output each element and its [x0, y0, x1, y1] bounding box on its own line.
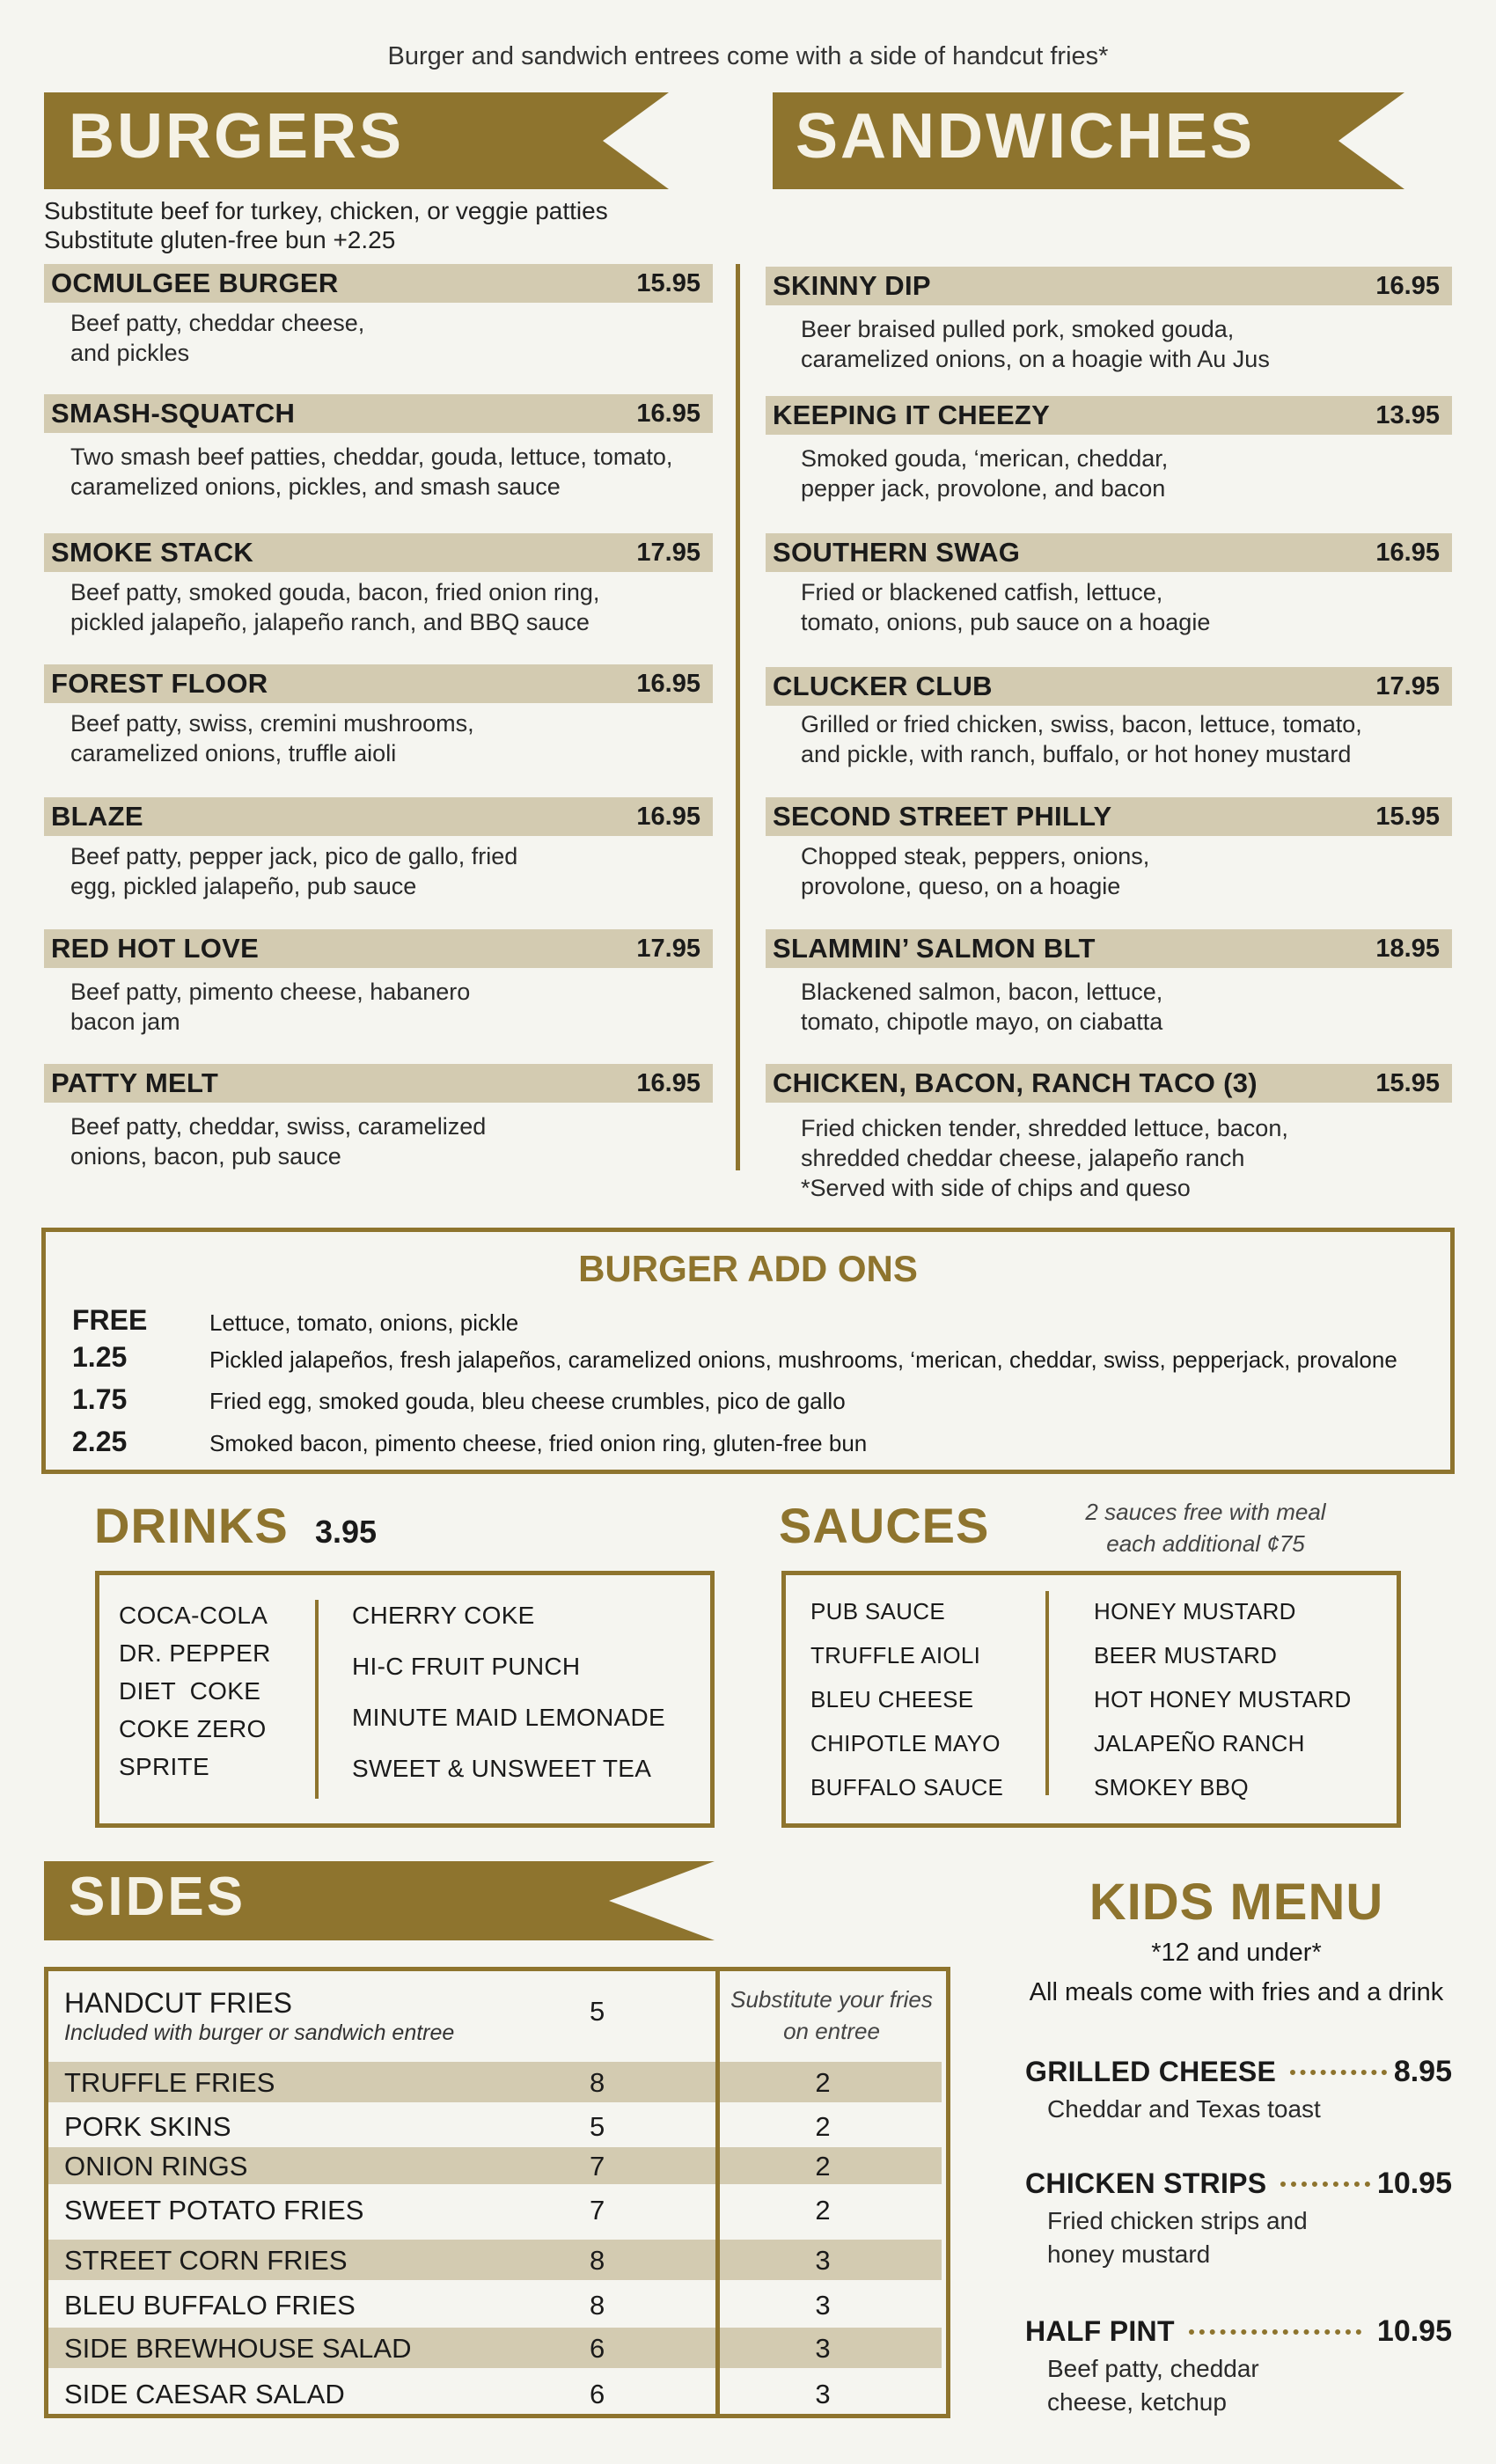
item-bar — [44, 1064, 713, 1103]
side-sub-price: 3 — [815, 2245, 831, 2276]
item-price: 16.95 — [636, 669, 700, 698]
drink-item: DIET COKE — [119, 1677, 261, 1705]
sauces-title: SAUCES — [779, 1498, 990, 1553]
addon-price: 1.75 — [72, 1383, 128, 1415]
entree-side-note: Burger and sandwich entrees come with a side of handcut fries* — [387, 42, 1109, 70]
item-bar — [766, 267, 1452, 305]
drinks-divider — [315, 1600, 319, 1799]
item-description — [801, 841, 1452, 901]
item-bar — [44, 394, 713, 433]
desc-line: Beef patty, cheddar, swiss, caramelized — [70, 1113, 487, 1140]
item-price: 17.95 — [636, 538, 700, 567]
sandwiches-banner — [773, 92, 1404, 189]
sauce-item: BEER MUSTARD — [1094, 1642, 1278, 1668]
addons-title: BURGER ADD ONS — [578, 1248, 918, 1289]
side-sub-price: 3 — [815, 2290, 831, 2321]
item-description — [70, 1111, 713, 1171]
dotted-leader — [1280, 2182, 1369, 2187]
sides-table — [44, 1967, 950, 2418]
desc-line: caramelized onions, pickles, and smash sauce — [70, 473, 561, 500]
substitute-bun-note: Substitute gluten-free bun +2.25 — [44, 226, 396, 253]
side-sub-price: 2 — [815, 2151, 831, 2182]
menu-item — [766, 267, 1452, 374]
addon-price: 2.25 — [72, 1426, 128, 1457]
side-name: BLEU BUFFALO FRIES — [64, 2290, 356, 2321]
sauces-box — [781, 1571, 1401, 1828]
column-divider — [736, 264, 740, 1170]
burgers-banner — [44, 92, 669, 189]
sauces-left-list — [810, 1598, 1003, 1818]
menu-item — [766, 1064, 1452, 1203]
table-row — [48, 2062, 942, 2102]
item-price: 13.95 — [1375, 400, 1440, 429]
desc-line: Grilled or fried chicken, swiss, bacon, lettuce, tomato, — [801, 711, 1362, 737]
sauce-item: BUFFALO SAUCE — [810, 1774, 1004, 1800]
desc-line: Two smash beef patties, cheddar, gouda, lettuce, tomato, — [70, 444, 673, 470]
menu-item — [766, 929, 1452, 1037]
menu-item — [766, 797, 1452, 901]
side-price: 7 — [590, 2195, 605, 2226]
addon-price: FREE — [72, 1304, 148, 1336]
sauce-note-line: 2 sauces free with meal — [1085, 1499, 1326, 1525]
menu-item — [44, 533, 713, 637]
item-bar — [44, 533, 713, 572]
desc-line: Beer braised pulled pork, smoked gouda, — [801, 316, 1235, 342]
desc-line: cheese, ketchup — [1047, 2388, 1227, 2416]
sandwiches-title: SANDWICHES — [796, 101, 1256, 172]
item-description — [70, 977, 713, 1037]
desc-line: and pickle, with ranch, buffalo, or hot honey mustard — [801, 741, 1352, 767]
item-description — [70, 841, 713, 901]
table-row — [48, 2240, 942, 2280]
addon-items: Lettuce, tomato, onions, pickle — [209, 1309, 519, 1336]
burger-addons-box — [41, 1228, 1455, 1474]
drinks-box — [95, 1571, 715, 1828]
item-price: 15.95 — [1375, 1068, 1440, 1097]
desc-line: Beef patty, cheddar cheese, — [70, 310, 365, 336]
kids-item-name: HALF PINT — [1025, 2315, 1175, 2347]
side-price: 6 — [590, 2333, 605, 2364]
desc-line: Chopped steak, peppers, onions, — [801, 843, 1150, 869]
table-row — [48, 2328, 942, 2368]
item-price: 16.95 — [636, 1068, 700, 1097]
kids-item-price: 8.95 — [1393, 2055, 1452, 2088]
desc-line: caramelized onions, on a hoagie with Au Jus — [801, 346, 1270, 372]
sauce-item: BLEU CHEESE — [810, 1686, 974, 1712]
sub-header-line: on entree — [783, 2018, 880, 2044]
item-price: 18.95 — [1375, 934, 1440, 963]
drink-item: COCA-COLA — [119, 1602, 268, 1629]
item-name: SLAMMIN’ SALMON BLT — [773, 933, 1096, 964]
kids-item-row — [1025, 2055, 1452, 2089]
item-name: FOREST FLOOR — [51, 668, 268, 699]
side-price: 8 — [590, 2067, 605, 2098]
table-row — [48, 2147, 942, 2184]
side-name: SIDE BREWHOUSE SALAD — [64, 2333, 412, 2364]
item-description — [70, 708, 713, 768]
menu-item — [44, 264, 713, 368]
menu-item — [44, 394, 713, 502]
item-bar — [766, 533, 1452, 572]
menu-item — [44, 1064, 713, 1171]
item-name: SMASH-SQUATCH — [51, 398, 296, 429]
item-description — [70, 308, 713, 368]
item-description — [801, 577, 1452, 637]
item-bar — [44, 797, 713, 836]
table-row — [48, 2189, 942, 2230]
item-name: SOUTHERN SWAG — [773, 537, 1021, 568]
item-name: SKINNY DIP — [773, 270, 931, 301]
item-description — [801, 314, 1452, 374]
desc-line: Beef patty, pepper jack, pico de gallo, fried — [70, 843, 518, 869]
kids-item-description — [1047, 2204, 1452, 2271]
item-description — [70, 577, 713, 637]
desc-line: and pickles — [70, 340, 190, 366]
item-price: 16.95 — [1375, 271, 1440, 300]
desc-line: Blackened salmon, bacon, lettuce, — [801, 979, 1163, 1005]
item-price: 16.95 — [636, 399, 700, 428]
addon-items: Fried egg, smoked gouda, bleu cheese crumbles, pico de gallo — [209, 1388, 846, 1414]
side-sub-price: 2 — [815, 2195, 831, 2226]
kids-item — [1025, 2167, 1452, 2271]
kids-item-description — [1047, 2093, 1452, 2126]
menu-item — [766, 533, 1452, 637]
item-bar — [44, 264, 713, 303]
side-name: ONION RINGS — [64, 2151, 248, 2182]
sub-header-line: Substitute your fries — [730, 1986, 933, 2013]
item-bar — [766, 667, 1452, 706]
drink-item: CHERRY COKE — [352, 1602, 535, 1629]
item-bar — [44, 929, 713, 968]
kids-item-name: GRILLED CHEESE — [1025, 2056, 1277, 2087]
item-name: OCMULGEE BURGER — [51, 268, 339, 298]
desc-line: *Served with side of chips and queso — [801, 1175, 1191, 1201]
kids-item-row — [1025, 2314, 1452, 2349]
item-name: CHICKEN, BACON, RANCH TACO (3) — [773, 1067, 1258, 1098]
item-description — [801, 977, 1452, 1037]
desc-line: Beef patty, smoked gouda, bacon, fried onion ring, — [70, 579, 600, 605]
desc-line: shredded cheddar cheese, jalapeño ranch — [801, 1145, 1245, 1171]
side-name: TRUFFLE FRIES — [64, 2067, 275, 2098]
desc-line: Beef patty, pimento cheese, habanero — [70, 979, 471, 1005]
table-row — [48, 2373, 942, 2414]
desc-line: Fried or blackened catfish, lettuce, — [801, 579, 1163, 605]
item-bar — [766, 396, 1452, 435]
item-price: 17.95 — [636, 934, 700, 963]
desc-line: honey mustard — [1047, 2240, 1211, 2268]
desc-line: onions, bacon, pub sauce — [70, 1143, 341, 1170]
sauce-item: JALAPEÑO RANCH — [1094, 1730, 1305, 1756]
sauce-item: SMOKEY BBQ — [1094, 1774, 1249, 1800]
desc-line: tomato, onions, pub sauce on a hoagie — [801, 609, 1211, 635]
addon-items: Pickled jalapeños, fresh jalapeños, caramelized onions, mushrooms, ‘merican, cheddar, swiss, pepperjack, provalone — [209, 1346, 1397, 1373]
sides-column-divider — [715, 1971, 720, 2414]
sauce-item: TRUFFLE AIOLI — [810, 1642, 981, 1668]
menu-item — [44, 797, 713, 901]
drinks-price: 3.95 — [315, 1514, 378, 1550]
desc-line: egg, pickled jalapeño, pub sauce — [70, 873, 417, 899]
burgers-title: BURGERS — [69, 101, 405, 172]
desc-line: caramelized onions, truffle aioli — [70, 740, 397, 766]
menu-item — [766, 396, 1452, 503]
sauces-divider — [1045, 1591, 1049, 1795]
item-name: SMOKE STACK — [51, 537, 254, 568]
item-name: CLUCKER CLUB — [773, 671, 993, 701]
item-name: SECOND STREET PHILLY — [773, 801, 1112, 832]
table-row — [48, 2106, 942, 2146]
item-bar — [766, 929, 1452, 968]
item-name: BLAZE — [51, 801, 143, 832]
desc-line: bacon jam — [70, 1008, 180, 1035]
desc-line: Smoked gouda, ‘merican, cheddar, — [801, 445, 1169, 472]
sides-banner — [44, 1861, 715, 1940]
item-bar — [766, 797, 1452, 836]
side-sub-price: 3 — [815, 2379, 831, 2409]
item-name: PATTY MELT — [51, 1067, 219, 1098]
side-price: 6 — [590, 2379, 605, 2409]
side-sub-price: 2 — [815, 2111, 831, 2142]
desc-line: provolone, queso, on a hoagie — [801, 873, 1121, 899]
item-name: RED HOT LOVE — [51, 933, 260, 964]
kids-item-name: CHICKEN STRIPS — [1025, 2167, 1267, 2199]
item-description — [801, 709, 1452, 769]
sauce-item: PUB SAUCE — [810, 1598, 945, 1624]
item-bar — [44, 664, 713, 703]
addon-items: Smoked bacon, pimento cheese, fried onion ring, gluten-free bun — [209, 1430, 868, 1456]
kids-meal-note: All meals come with fries and a drink — [1029, 1978, 1444, 2006]
desc-line: pickled jalapeño, jalapeño ranch, and BBQ sauce — [70, 609, 590, 635]
side-name: SWEET POTATO FRIES — [64, 2195, 364, 2226]
side-name: PORK SKINS — [64, 2111, 231, 2142]
drink-item: DR. PEPPER — [119, 1639, 271, 1667]
item-description — [801, 1113, 1452, 1203]
drinks-title: DRINKS — [94, 1498, 289, 1553]
desc-line: Fried chicken strips and — [1047, 2207, 1308, 2234]
desc-line: tomato, chipotle mayo, on ciabatta — [801, 1008, 1163, 1035]
menu-item — [44, 929, 713, 1037]
substitute-header — [713, 1984, 950, 2047]
menu-item — [44, 664, 713, 768]
kids-item-row — [1025, 2167, 1452, 2201]
drink-item: HI-C FRUIT PUNCH — [352, 1653, 581, 1680]
side-name: STREET CORN FRIES — [64, 2245, 348, 2276]
item-description — [801, 444, 1452, 503]
side-sub-price: 2 — [815, 2067, 831, 2098]
side-price: 8 — [590, 2290, 605, 2321]
kids-age-note: *12 and under* — [1151, 1939, 1322, 1967]
kids-item-price: 10.95 — [1376, 2314, 1452, 2348]
kids-item — [1025, 2314, 1452, 2419]
item-price: 16.95 — [636, 802, 700, 831]
kids-item-price: 10.95 — [1376, 2167, 1452, 2200]
item-price: 15.95 — [636, 268, 700, 297]
sauce-item: HOT HONEY MUSTARD — [1094, 1686, 1352, 1712]
sauce-item: HONEY MUSTARD — [1094, 1598, 1296, 1624]
kids-item-description — [1047, 2352, 1452, 2419]
kids-item — [1025, 2055, 1452, 2126]
drink-item: MINUTE MAID LEMONADE — [352, 1704, 666, 1731]
desc-line: Fried chicken tender, shredded lettuce, bacon, — [801, 1115, 1288, 1141]
desc-line: pepper jack, provolone, and bacon — [801, 475, 1166, 502]
kids-menu-title: KIDS MENU — [1089, 1874, 1384, 1931]
table-row — [48, 2284, 942, 2325]
side-price: 5 — [590, 2111, 605, 2142]
side-price: 7 — [590, 2151, 605, 2182]
sauces-right-list — [1094, 1598, 1352, 1818]
addon-price: 1.25 — [72, 1341, 128, 1373]
drink-item: SWEET & UNSWEET TEA — [352, 1755, 652, 1782]
item-name: KEEPING IT CHEEZY — [773, 400, 1051, 430]
side-note: Included with burger or sandwich entree — [64, 2020, 455, 2045]
burger-substitution-notes — [44, 196, 608, 254]
substitute-patty-note: Substitute beef for turkey, chicken, or veggie patties — [44, 197, 608, 224]
drink-item: COKE ZERO — [119, 1715, 267, 1742]
side-sub-price: 3 — [815, 2333, 831, 2364]
menu-item — [766, 667, 1452, 769]
dotted-leader — [1189, 2329, 1361, 2335]
sauces-pricing-note — [1030, 1496, 1382, 1559]
sides-title: SIDES — [69, 1866, 246, 1927]
item-price: 17.95 — [1375, 671, 1440, 700]
item-bar — [766, 1064, 1452, 1103]
drinks-left-list — [119, 1602, 271, 1791]
item-price: 15.95 — [1375, 802, 1440, 831]
item-description — [70, 442, 713, 502]
sauce-note-line: each additional ¢75 — [1106, 1530, 1305, 1557]
table-row — [48, 1971, 946, 2062]
desc-line: Cheddar and Texas toast — [1047, 2095, 1321, 2123]
drink-item: SPRITE — [119, 1753, 209, 1780]
side-name: SIDE CAESAR SALAD — [64, 2379, 345, 2409]
side-price: 5 — [590, 1996, 605, 2027]
side-name: HANDCUT FRIES — [64, 1987, 292, 2019]
desc-line: Beef patty, cheddar — [1047, 2355, 1259, 2382]
item-price: 16.95 — [1375, 538, 1440, 567]
sauce-item: CHIPOTLE MAYO — [810, 1730, 1001, 1756]
dotted-leader — [1290, 2070, 1387, 2075]
side-price: 8 — [590, 2245, 605, 2276]
drinks-right-list — [352, 1602, 665, 1806]
desc-line: Beef patty, swiss, cremini mushrooms, — [70, 710, 474, 737]
